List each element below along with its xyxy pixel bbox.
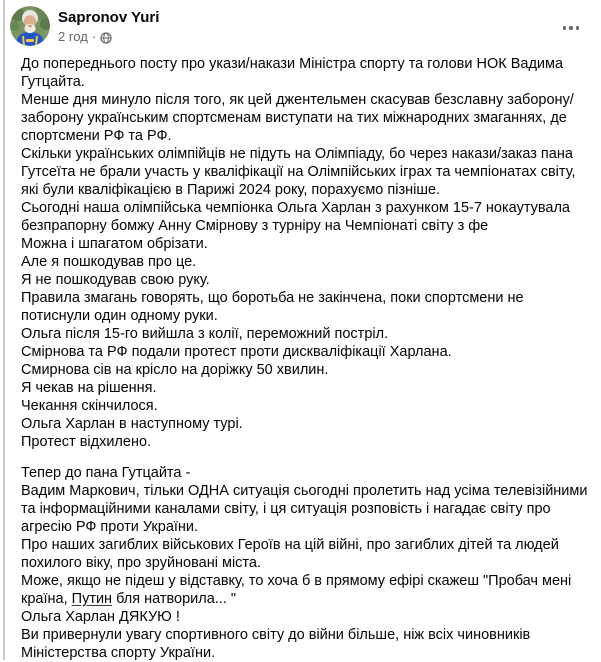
post-block xyxy=(21,55,588,451)
ellipsis-icon xyxy=(576,26,580,30)
meta-separator: · xyxy=(91,29,97,44)
post-line: Про наших загиблих військових Героїв на цій війні, про загиблих дітей та людей похилого віку, про зруйновані міста. xyxy=(21,537,559,571)
post-line: Смірнова та РФ подали протест проти дискваліфікації Харлана. xyxy=(21,344,452,360)
window-edge-scrollbar xyxy=(3,0,5,660)
post-line: Протест відхилено. xyxy=(21,434,152,450)
post-line: Можна і шпагатом обрізати. xyxy=(21,236,208,252)
post-block xyxy=(21,464,588,662)
post-line: Вадим Маркович, тільки ОДНА ситуація сьогодні пролетить над усіма телевізійними та інформаційними каналами світу, і ця ситуація розповість і нагадає світу про агресію РФ проти України. xyxy=(21,483,588,535)
post-line: Правила змагань говорять, що боротьба не закінчена, поки спортсмени не потиснули один одному руки. xyxy=(21,290,524,324)
post-body xyxy=(21,55,588,662)
post-line: Тепер до пана Гутцайта - xyxy=(21,465,191,481)
post-line: Менше дня минуло після того, як цей джентельмен скасував безславну заборону/заборону українським спортсменам виступати на тих міжнародних змаганнях, де спортсмени РФ та РФ. xyxy=(21,92,574,144)
post-line: Ви привернули увагу спортивного світу до війни більше, ніж всіх чиновників Міністерства спорту України. xyxy=(21,627,531,661)
post-line: Я чекав на рішення. xyxy=(21,380,157,396)
post-line: Ольга після 15-го вийшла з колії, переможний постріл. xyxy=(21,326,389,342)
post-line: Смирнова сів на крісло на доріжку 50 хвилин. xyxy=(21,362,329,378)
post-timestamp[interactable]: 2 год xyxy=(58,29,88,44)
author-name[interactable]: Sapronov Yuri xyxy=(58,9,160,26)
post-line: Але я пошкодував про це. xyxy=(21,254,197,270)
post-options-button[interactable] xyxy=(555,16,587,40)
avatar-image xyxy=(10,6,50,46)
profile-avatar[interactable] xyxy=(10,6,50,46)
post-meta xyxy=(58,28,159,45)
header-text xyxy=(58,6,159,45)
underlined-word: Путин xyxy=(71,591,113,607)
post-line: Ольга Харлан ДЯКУЮ ! xyxy=(21,609,180,625)
post-line: Сьогодні наша олімпійська чемпіонка Ольга Харлан з рахунком 15-7 нокаутувала безпрапорну бомжу Анну Смірнову з турніру на Чемпіонаті світу з фе xyxy=(21,200,570,234)
ellipsis-icon xyxy=(563,26,567,30)
post-line: До попереднього посту про укази/накази Міністра спорту та голови НОК Вадима Гутцайта. xyxy=(21,56,564,90)
post-header xyxy=(10,6,587,46)
globe-privacy-icon xyxy=(100,31,112,43)
post-line: Скільки українських олімпійців не підуть на Олімпіаду, бо через накази/заказ пана Гутсеїта не брали участь у кваліфікації на Олімпійських іграх та чемпіонатах світу, які були кваліфікацією в Парижі 2024 року, порахуємо пізніше. xyxy=(21,146,576,198)
post-line: Ольга Харлан в наступному турі. xyxy=(21,416,243,432)
post-line: Може, якщо не підеш у відставку, то хоча б в прямому ефірі скажеш "Пробач мені країна, Путин бля натворила... " xyxy=(21,573,572,607)
ellipsis-icon xyxy=(569,26,573,30)
post-line: Чекання скінчилося. xyxy=(21,398,158,414)
post-line: Я не пошкодував свою руку. xyxy=(21,272,210,288)
